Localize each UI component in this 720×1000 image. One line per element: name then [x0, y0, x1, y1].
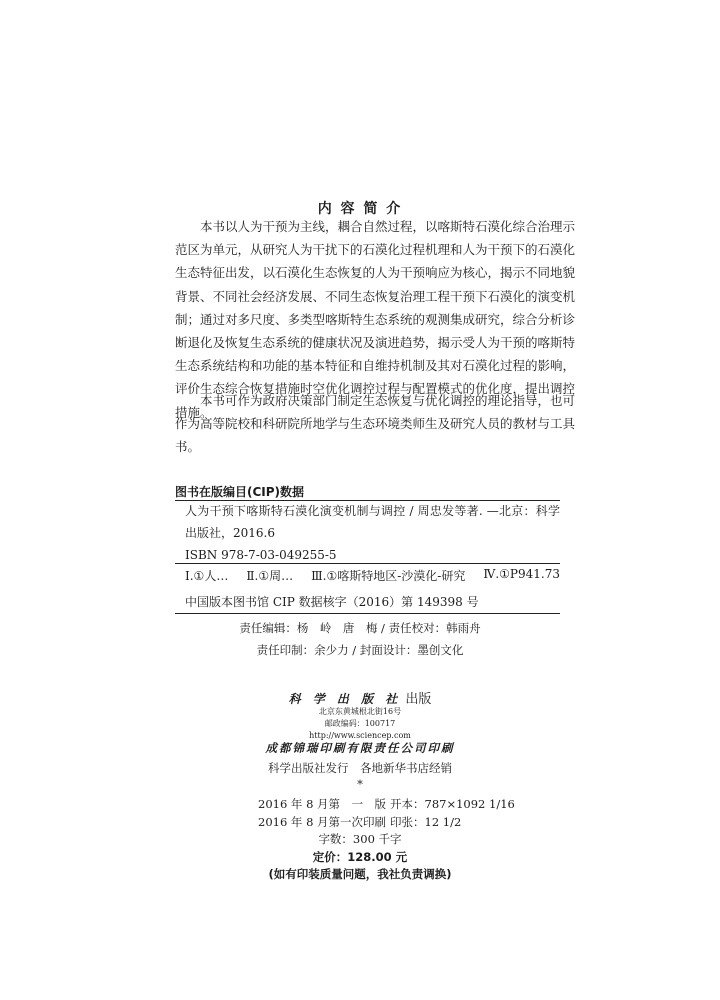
classification-item: Ⅳ.①P941.73: [483, 567, 560, 581]
spec-price: 定价：128.00 元: [312, 850, 408, 864]
publisher-line: [0, 688, 720, 707]
cip-classification: [185, 567, 560, 584]
spec-printing: 2016 年 8 月第一次印刷: [258, 815, 387, 829]
publisher-suffix: 出版: [405, 692, 432, 707]
credits-line-2: 责任印制：余少力 / 封面设计：墨创文化: [256, 643, 464, 657]
spec-format: 开本：787×1092 1/16: [390, 797, 515, 811]
paragraph-line: 作为高等院校和科研院所地学与生态环境类师生及研究人员的教材与工具: [175, 416, 576, 432]
cip-line-1: 人为干预下喀斯特石漠化演变机制与调控 / 周忠发等著. —北京：科学: [185, 504, 560, 518]
quality-note: (如有印装质量问题，我社负责调换): [268, 867, 452, 881]
cip-line-2: 出版社，2016.6: [185, 526, 275, 540]
publisher-name: 科 学 出 版 社: [288, 692, 402, 706]
cip-isbn: ISBN 978-7-03-049255-5: [185, 548, 337, 562]
separator-star: *: [357, 777, 363, 791]
paragraph-line: 制；通过对多尺度、多类型喀斯特生态系统的观测集成研究，综合分析诊: [175, 311, 576, 327]
credits-line-1: 责任编辑：杨 岭 唐 梅 / 责任校对：韩雨舟: [239, 621, 481, 635]
paragraph-line: 评价生态综合恢复措施时空优化调控过程与配置模式的优化度，提出调控: [175, 381, 576, 397]
paragraph-line: 本书可作为政府决策部门制定生态恢复与优化调控的理论指导，也可: [200, 393, 576, 408]
spec-sheets: 印张：12 1/2: [390, 815, 462, 829]
paragraph-line: 本书以人为干预为主线，耦合自然过程，以喀斯特石漠化综合治理示: [200, 219, 576, 234]
paragraph-line: 范区为单元，从研究人为干扰下的石漠化过程机理和人为干预下的石漠化: [175, 242, 576, 258]
paragraph-line: 生态系统结构和功能的基本特征和自维持机制及其对石漠化过程的影响，: [175, 358, 576, 374]
paragraph-line: 措施。: [175, 404, 213, 420]
printer-name: 成都锦瑞印刷有限责任公司印刷: [265, 741, 455, 755]
paragraph-line: 书。: [175, 439, 201, 455]
cip-bottom-rule: [175, 613, 560, 614]
cip-heading: 图书在版编目(CIP)数据: [175, 485, 305, 499]
cip-block: [185, 500, 560, 566]
distribution-line: 科学出版社发行 各地新华书店经销: [268, 761, 452, 775]
paragraph-line: 生态特征出发，以石漠化生态恢复的人为干预响应为核心，揭示不同地貌: [175, 265, 576, 281]
publisher-address: 北京东黄城根北街16号: [318, 707, 402, 716]
publisher-postcode: 邮政编码：100717: [324, 719, 396, 728]
spec-edition: 2016 年 8 月第 一 版: [258, 797, 387, 811]
classification-item: Ⅱ.①周…: [246, 569, 294, 583]
classification-item: Ⅰ.①人…: [185, 569, 229, 583]
paragraph-line: 背景、不同社会经济发展、不同生态恢复治理工程干预下石漠化的演变机: [175, 288, 576, 304]
summary-title: 内 容 简 介: [317, 201, 403, 217]
publisher-url: http://www.sciencep.com: [309, 731, 411, 740]
cip-number: 中国版本图书馆 CIP 数据核字（2016）第 149398 号: [185, 595, 479, 609]
paragraph-line: 断退化及恢复生态系统的健康状况及演进趋势，揭示受人为干预的喀斯特: [175, 335, 576, 351]
spec-words: 字数：300 千字: [318, 832, 402, 846]
cip-mid-rule: [175, 563, 560, 564]
classification-item: Ⅲ.①喀斯特地区-沙漠化-研究: [311, 569, 466, 583]
